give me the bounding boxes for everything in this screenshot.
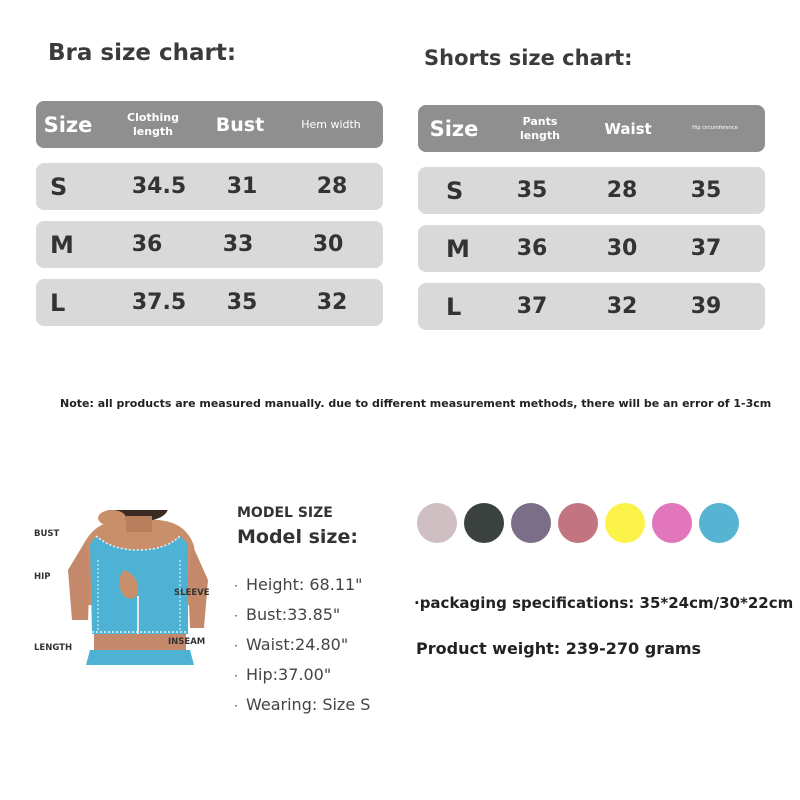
color-swatch[interactable] [558,503,598,543]
length-label: LENGTH [34,643,73,653]
shorts-row-pants-length: 35 [516,178,548,203]
bra-row-hem-width: 32 [316,290,348,315]
shorts-row-hip: 37 [690,236,722,261]
shorts-header-size: Size [429,116,479,141]
model-size-heading-small: MODEL SIZE [237,505,333,521]
bra-row-size: S [50,172,68,201]
hip-label: HIP [34,572,51,582]
model-size-heading: Model size: [237,526,358,548]
shorts-row-waist: 28 [606,178,638,203]
shorts-chart-row-m [418,225,765,272]
bra-row-size: L [50,288,66,317]
shorts-header-pants-length: Pants length [519,114,561,142]
shorts-row-hip: 35 [690,178,722,203]
model-waist: Waist:24.80" [246,635,349,654]
model-size-item: · Wearing: Size S [234,695,371,714]
bra-row-clothing-length: 34.5 [131,174,187,199]
bra-row-size: M [50,230,74,259]
model-size-item: · Hip:37.00" [234,665,332,684]
model-wearing: Wearing: Size S [246,695,371,714]
product-weight: Product weight: 239-270 grams [416,639,702,658]
bra-chart-row-m [36,221,383,268]
shorts-row-pants-length: 36 [516,236,548,261]
model-size-item: · Bust:33.85" [234,605,341,624]
shorts-row-size: M [446,234,470,263]
bra-row-clothing-length: 37.5 [131,290,187,315]
color-swatch[interactable] [652,503,692,543]
model-photo [28,510,218,665]
shorts-chart-title: Shorts size chart: [424,46,633,70]
bra-chart-row-l [36,279,383,326]
shorts-row-size: L [446,292,462,321]
color-swatch[interactable] [464,503,504,543]
bra-chart-row-s [36,163,383,210]
bust-label: BUST [34,529,60,539]
bra-row-clothing-length: 36 [131,232,163,257]
measurement-note: Note: all products are measured manually. due to different measurement methods, there will be an error of 1-3cm [60,397,772,410]
color-swatch[interactable] [699,503,739,543]
bra-row-hem-width: 28 [316,174,348,199]
shorts-row-size: S [446,176,464,205]
sleeve-label: SLEEVE [174,588,210,598]
bra-header-hem-width: Hem width [301,118,361,131]
shorts-header-waist: Waist [604,119,652,138]
bra-row-hem-width: 30 [312,232,344,257]
bra-header-size: Size [43,112,93,137]
bra-header-bust: Bust [215,113,265,136]
bra-row-bust: 35 [226,290,258,315]
model-bust: Bust:33.85" [246,605,341,624]
bra-chart-title: Bra size chart: [48,40,237,66]
shorts-row-waist: 32 [606,294,638,319]
packaging-specifications: ·packaging specifications: 35*24cm/30*22cm [414,594,794,612]
shorts-header-hip-circumference: Hip circumference [692,125,738,131]
color-swatch[interactable] [417,503,457,543]
shorts-chart-row-l [418,283,765,330]
shorts-row-hip: 39 [690,294,722,319]
shorts-row-pants-length: 37 [516,294,548,319]
shorts-chart-row-s [418,167,765,214]
bra-row-bust: 33 [222,232,254,257]
bra-row-bust: 31 [226,174,258,199]
shorts-row-waist: 30 [606,236,638,261]
color-swatch[interactable] [605,503,645,543]
model-height: Height: 68.11" [246,575,363,594]
bra-header-clothing-length: Clothing length [127,110,179,138]
model-hip: Hip:37.00" [246,665,332,684]
bra-chart-header-row [36,101,383,148]
inseam-label: INSEAM [168,637,206,647]
color-swatch[interactable] [511,503,551,543]
model-size-list [234,573,370,723]
model-size-item: · Waist:24.80" [234,635,349,654]
model-size-item: · Height: 68.11" [234,575,363,594]
shorts-chart-header-row [418,105,765,152]
